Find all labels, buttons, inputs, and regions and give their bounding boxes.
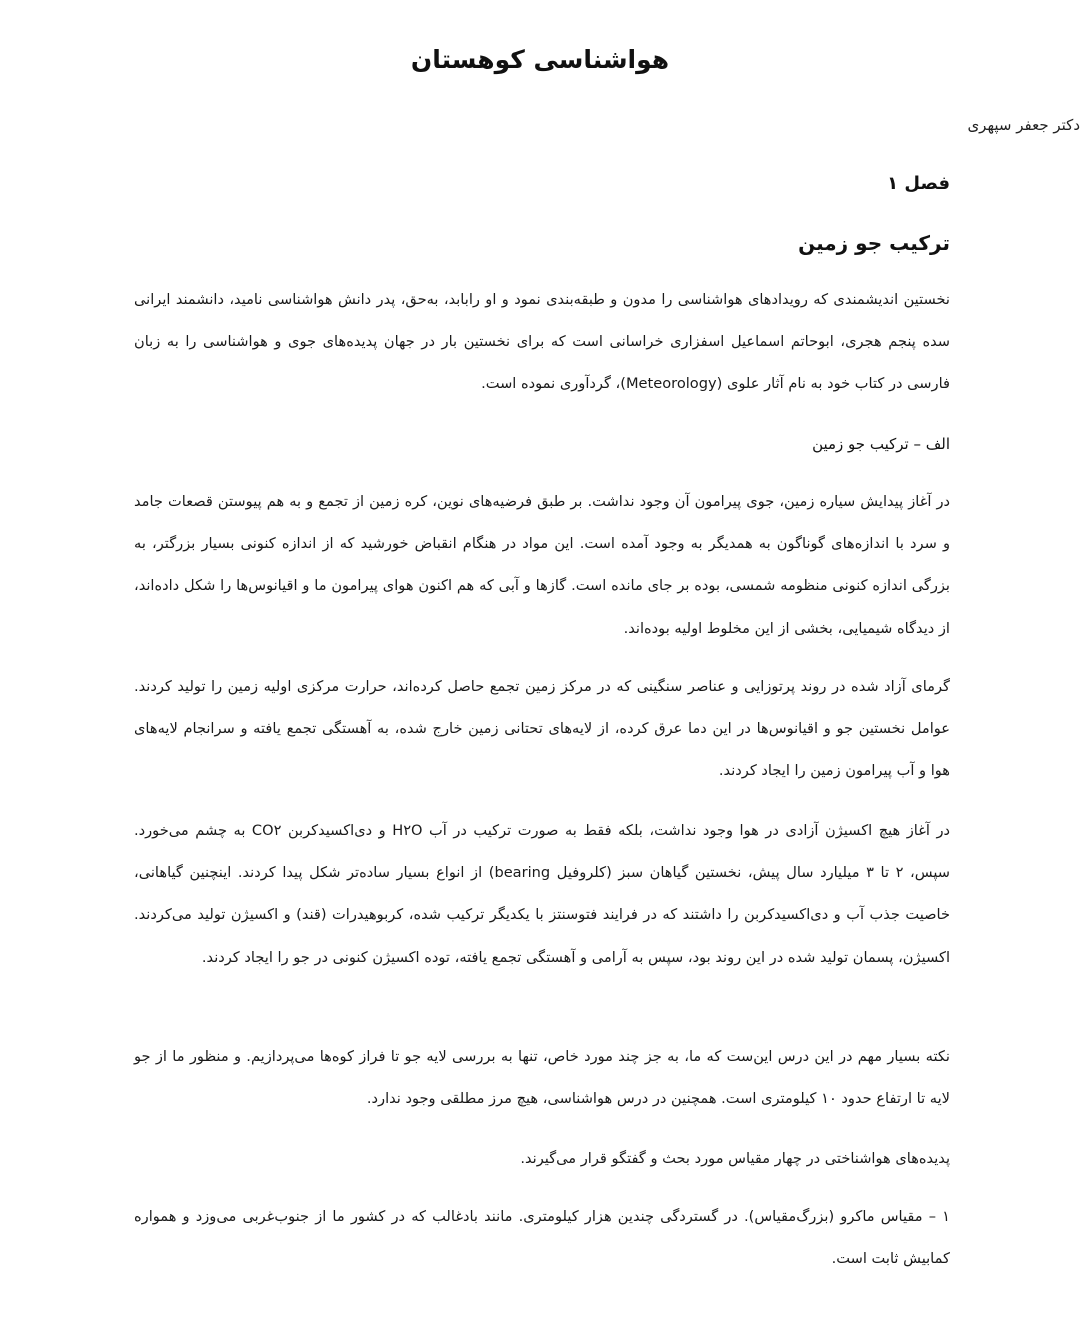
paragraph-macro-scale: ۱ – مقیاس ماکرو (بزرگ‌مقیاس). در گستردگی چندین هزار کیلومتری. مانند بادغالب که در کشور ما از جنوب‌غربی می‌وزد و همواره کمابیش ثابت است.: [134, 1208, 950, 1268]
subheading-atmosphere-composition: الف – ترکیب جو زمین: [812, 435, 950, 453]
paragraph-course-scope: نکته بسیار مهم در این درس این‌ست که ما، به جز چند مورد خاص، تنها به بررسی لایه جو تا فراز کوه‌ها می‌پردازیم. و منظور ما از جو لایه تا ارتفاع حدود ۱۰ کیلومتری است. همچنین در درس هواشناسی، هیچ مرز مطلقی وجود ندارد.: [134, 1048, 950, 1108]
chapter-heading: فصل ۱: [887, 173, 950, 194]
section-heading: ترکیب جو زمین: [798, 231, 950, 255]
paragraph-scales-intro: پدیده‌های هواشناختی در چهار مقیاس مورد بحث و گفتگو قرار می‌گیرند.: [520, 1150, 950, 1167]
paragraph-heat-release: گرمای آزاد شده در روند پرتوزایی و عناصر سنگینی که در مرکز زمین تجمع حاصل کرده‌اند، حرارت مرکزی اولیه زمین را تولید کردند. عوامل نخستین جو و اقیانوس‌ها در این دما عرق کرده، از لایه‌های تحتانی زمین خارج شده، به آهستگی تجمع یافته و سرانجام لایه‌های هوا و آب پیرامون زمین را ایجاد کردند.: [134, 678, 950, 780]
author-text: دکتر جعفر سپهری: [967, 116, 1080, 134]
paragraph-oxygen-origin: در آغاز هیچ اکسیژن آزادی در هوا وجود نداشت، بلکه فقط به صورت ترکیب در آب H۲O و دی‌اکسیدکربن CO۲ به چشم می‌خورد. سپس، ۲ تا ۳ میلیارد سال پیش، نخستین گیاهان سبز (کلروفیل bearing) از انواع بسیار ساده‌تر شکل پیدا کردند. اینچنین گیاهانی، خاصیت جذب آب و دی‌اکسیدکربن را داشتند که در فرایند فتوسنتز با یکدیگر ترکیب شده، کربوهیدرات (قند) و اکسیژن تولید می‌کردند. اکسیژن، پسمان تولید شده در این روند بود، سپس به آرامی و آهستگی تجمع یافته، توده اکسیژن کنونی در جو را ایجاد کردند.: [134, 822, 950, 966]
paragraph-intro: نخستین اندیشمندی که رویدادهای هواشناسی را مدون و طبقه‌بندی نمود و او رابابد، به‌حق، پدر دانش هواشناسی نامید، دانشمند ایرانی سده پنجم هجری، ابوحاتم اسماعیل اسفزاری خراسانی است که برای نخستین بار در جهان پدیده‌های جوی و هواشناسی را به زبان فارسی در کتاب خود به نام آثار علوی (Meteorology)، گردآوری نموده است.: [134, 291, 950, 393]
document-title: هواشناسی کوهستان: [410, 45, 670, 74]
paragraph-earth-formation: در آغاز پیدایش سیاره زمین، جوی پیرامون آن وجود نداشت. بر طبق فرضیه‌های نوین، کره زمین از تجمع و به هم پیوستن قصعات جامد و سرد با اندازه‌های گوناگون به همدیگر به وجود آمده است. این مواد در هنگام انقباض خورشید که از اندازه کنونی بسیار بزرگتر، به بزرگی اندازه کنونی منظومه شمسی، بوده بر جای مانده است. گازها و آبی که هم اکنون هوای پیرامون ما و اقیانوس‌ها را شکل داده‌اند، از دیدگاه شیمیایی، بخشی از این مخلوط اولیه بوده‌اند.: [134, 493, 950, 637]
author-name: [830, 110, 1080, 140]
